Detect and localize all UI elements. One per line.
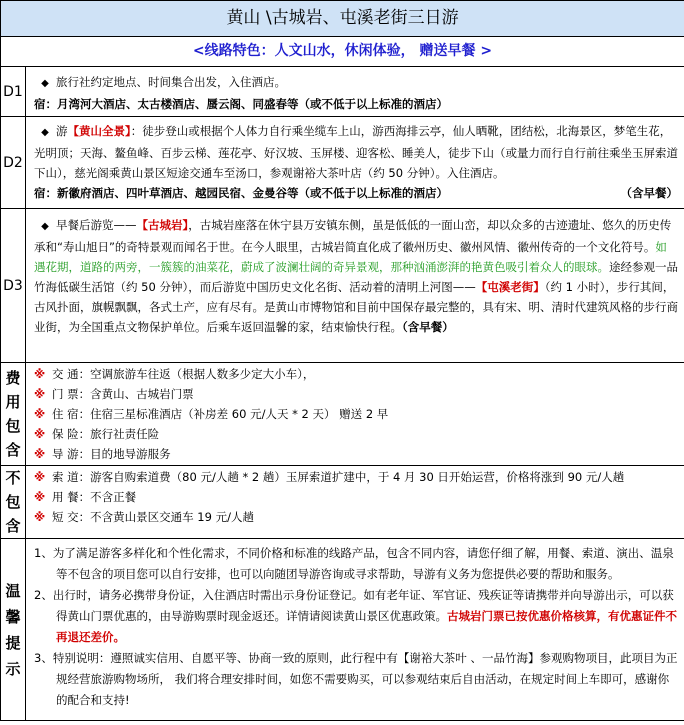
diamond-bullet-icon: ◆ xyxy=(41,221,49,232)
day-3-text-2: 途经参观一品竹海低碳生活馆（约 50 分钟），而后游览中国历史文化名街、活动着的清明上河图—— xyxy=(34,260,678,294)
fee-item xyxy=(34,424,678,444)
fee-item xyxy=(34,364,678,384)
fees-included-label xyxy=(1,363,26,466)
tip-item: 1、为了满足游客多样化和个性化需求，不同价格和标准的线路产品，包含不同内容，请您仔细了解，用餐、索道、演出、温泉等不包含的项目您可以自行安排，也可以向随团导游咨询或寻求帮助，导游有义务为您提供必要的帮助和服务。 xyxy=(34,546,674,581)
day-3-highlight-2: 【屯溪老街】 xyxy=(475,280,545,294)
day-2-text: ：徒步登山或根据个人体力自行乘坐缆车上山，游西海排云亭，仙人晒靴，团结松，北海景区，梦笔生花，光明顶；天海、鳌鱼峰、百步云梯、莲花亭、好汉坡、玉屏楼、迎客松、睡美人，徒步下山（或量力而行自行前往乘坐玉屏索道下山），慈光阁乘黄山景区短途交通车至汤口，参观谢裕大茶叶店（约 50 分钟）。入住酒店。 xyxy=(34,124,678,180)
day-2-prefix: 游 xyxy=(56,124,68,138)
reference-mark-icon: ※ xyxy=(34,427,46,441)
day-3-prefix: 早餐后游览—— xyxy=(56,218,137,232)
excluded-label-char: 不 xyxy=(5,469,21,487)
reference-mark-icon: ※ xyxy=(34,367,46,381)
day-2-meal: （含早餐） xyxy=(620,186,679,200)
fees-label-char: 包 xyxy=(5,417,21,435)
tips-label-char: 温 xyxy=(5,581,21,600)
reference-mark-icon: ※ xyxy=(34,490,46,504)
tip-item-red-note: 古城岩门票已按优惠价格核算，有优惠证件不再退还差价。 xyxy=(56,609,677,644)
diamond-bullet-icon: ◆ xyxy=(41,127,49,138)
reference-mark-icon: ※ xyxy=(34,407,46,421)
excluded-item xyxy=(34,507,678,527)
fees-included-content xyxy=(26,363,684,466)
day-3-meal: （含早餐） xyxy=(402,320,454,334)
day-2-content xyxy=(26,117,684,209)
excluded-item xyxy=(34,467,678,487)
excluded-item-text: 用 餐：不含正餐 xyxy=(52,490,137,504)
day-3-highlight: 【古城岩】 xyxy=(136,218,189,232)
excluded-label-char: 含 xyxy=(5,517,21,535)
tip-item: 3、特别说明：遵照诚实信用、自愿平等、协商一致的原则，此行程中有【谢裕大茶叶 、一品竹海】参观购物项目，此项目为正规经营旅游购物场所， 我们将合理安排时间，如您不需要购买，可以参观结束后自由活动，在规定时间上车即可，感谢你的配合和支持! xyxy=(34,651,678,707)
excluded-item-text: 短 交：不含黄山景区交通车 19 元/人趟 xyxy=(52,510,254,524)
fee-item-text: 保 险：旅行社责任险 xyxy=(52,427,160,441)
route-feature-subtitle: <线路特色：人文山水，休闲体验， 赠送早餐 > xyxy=(1,37,684,67)
fee-item-text: 门 票：含黄山、古城岩门票 xyxy=(52,387,194,401)
day-2-hotel: 宿：新徽府酒店、四叶草酒店、越园民宿、金曼谷等（或不低于以上标准的酒店） xyxy=(34,186,448,200)
tips-label xyxy=(1,539,26,721)
tips-content xyxy=(26,539,684,721)
tip-item xyxy=(34,585,678,648)
fees-label-char: 费 xyxy=(5,369,21,387)
reference-mark-icon: ※ xyxy=(34,447,46,461)
fee-item-text: 导 游：目的地导游服务 xyxy=(52,447,171,461)
day-label-d2: D2 xyxy=(1,117,26,209)
fee-item xyxy=(34,444,678,464)
day-1-hotel: 宿：月湾河大酒店、太古楼酒店、蜃云阁、同盛春等（或不低于以上标准的酒店） xyxy=(34,97,448,111)
day-1-content xyxy=(26,67,684,117)
fee-item xyxy=(34,404,678,424)
day-3-text-1: ，古城岩座落在休宁县万安镇东侧，虽是低低的一面山峦，却以众多的古迹遗址、悠久的历史传承和“寿山旭日”的奇特景观而闻名于世。在今人眼里，古城岩简直化成了徽州历史、徽州风情、徽州传奇的一个文化符号。 xyxy=(34,218,672,254)
not-included-label xyxy=(1,466,26,539)
reference-mark-icon: ※ xyxy=(34,387,46,401)
fees-label-char: 含 xyxy=(5,441,21,459)
fee-item xyxy=(34,384,678,404)
not-included-content xyxy=(26,466,684,539)
reference-mark-icon: ※ xyxy=(34,470,46,484)
day-1-text: 旅行社约定地点、时间集合出发，入住酒店。 xyxy=(56,75,286,89)
day-3-content xyxy=(26,209,684,363)
day-3-green-text: 如遇花期，道路的两旁，一簇簇的油菜花，蔚成了波澜壮阔的奇异景观，那种汹涌澎湃的艳黄色吸引着众人的眼球。 xyxy=(34,240,667,274)
diamond-bullet-icon: ◆ xyxy=(41,78,49,89)
fees-label-char: 用 xyxy=(5,393,21,411)
tips-label-char: 馨 xyxy=(5,607,21,626)
reference-mark-icon: ※ xyxy=(34,510,46,524)
excluded-item-text: 索 道：游客自购索道费（80 元/人趟 * 2 趟）玉屏索道扩建中，于 4 月 30 日开始运营，价格将涨到 90 元/人趟 xyxy=(52,470,625,484)
excluded-item xyxy=(34,487,678,507)
day-1-line xyxy=(34,72,678,94)
excluded-label-char: 包 xyxy=(5,493,21,511)
day-label-d3: D3 xyxy=(1,209,26,363)
day-label-d1: D1 xyxy=(1,67,26,117)
fee-item-text: 交 通：空调旅游车往返（根据人数多少定大小车）， xyxy=(52,367,315,381)
page-title: 黄山 \古城岩、屯溪老街三日游 xyxy=(1,1,684,37)
tip-item-text: 2、出行时，请务必携带身份证，入住酒店时需出示身份证登记。如有老年证、军官证、残疾证等请携带并向导游出示，可以获得黄山门票优惠的，由导游购票时现金返还。详情请阅读黄山景区优惠政策。 xyxy=(34,588,674,623)
day-3-description xyxy=(34,215,678,337)
day-2-hotel-line xyxy=(34,183,678,203)
fee-item-text: 住 宿：住宿三星标准酒店（补房差 60 元/人天 * 2 天） 赠送 2 早 xyxy=(52,407,389,421)
day-2-highlight: 【黄山全景】 xyxy=(67,124,131,138)
tips-label-char: 示 xyxy=(5,659,21,678)
tips-label-char: 提 xyxy=(5,633,21,652)
day-2-description xyxy=(34,121,678,183)
day-3-text-3: （约 1 小时），步行其间，古风扑面，旗幌飘飘，各式土产，应有尽有。是黄山市博物馆和目前中国保存最完整的，具有宋、明、清时代建筑风格的步行商业街，为全国重点文物保护单位。后乘车返回温馨的家，结束愉快行程。 xyxy=(34,280,678,334)
